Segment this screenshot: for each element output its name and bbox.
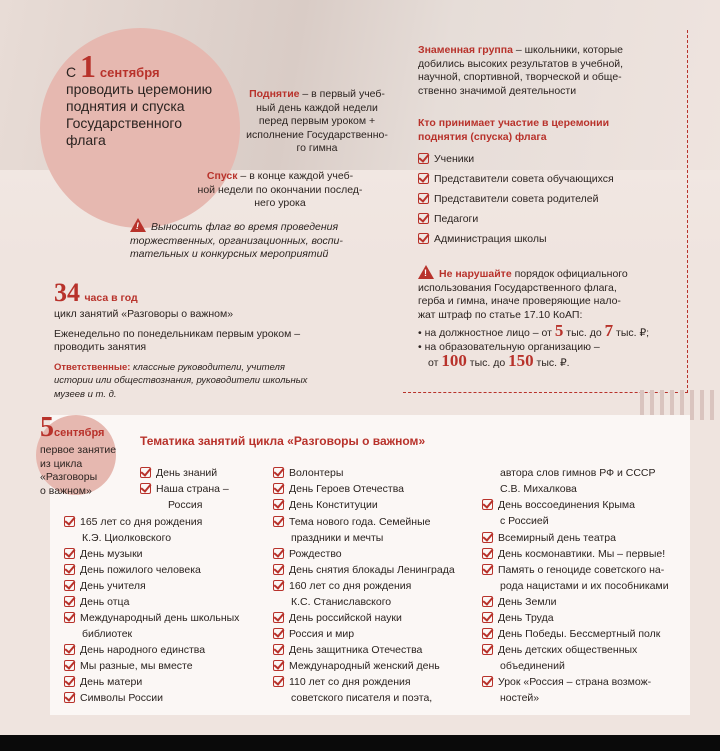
checkbox-icon bbox=[273, 516, 284, 527]
sep1-line: флага bbox=[66, 132, 106, 148]
checkbox-icon bbox=[273, 612, 284, 623]
banner-group-block bbox=[418, 44, 688, 98]
sep5-day: 5 bbox=[40, 412, 54, 443]
participant-item bbox=[418, 212, 478, 226]
topic-label: День Героев Отечества bbox=[289, 483, 404, 495]
topic-label: День учителя bbox=[80, 580, 146, 592]
checkbox-icon bbox=[273, 628, 284, 639]
checkbox-icon bbox=[140, 467, 151, 478]
topic-item bbox=[140, 482, 229, 496]
topic-label: Память о геноциде советского на- bbox=[498, 564, 665, 576]
checkbox-icon bbox=[482, 628, 493, 639]
topic-label: Рождество bbox=[289, 548, 342, 560]
topic-label: Международный день школьных bbox=[80, 612, 240, 624]
topic-item bbox=[273, 482, 404, 496]
fine-text: жат штраф по статье 17.10 КоАП: bbox=[418, 308, 583, 321]
banner-text: ственно значимой деятельности bbox=[418, 84, 577, 97]
checkbox-icon bbox=[273, 660, 284, 671]
sep1-block bbox=[66, 48, 213, 149]
fine-bullet-text: тыс. ₽. bbox=[533, 357, 570, 369]
fine-bullet-text: на образовательную организацию – bbox=[424, 340, 600, 353]
responsible-text: истории или обществознания, руководители школьных bbox=[54, 375, 308, 386]
checkbox-icon bbox=[482, 644, 493, 655]
raise-text: исполнение Государственно- bbox=[246, 128, 388, 141]
topic-item bbox=[482, 547, 665, 561]
topic-item-cont: библиотек bbox=[82, 628, 133, 640]
topic-label: День матери bbox=[80, 676, 143, 688]
sep1-month: сентября bbox=[99, 65, 160, 80]
banner-term: Знаменная группа bbox=[418, 44, 513, 56]
topic-item bbox=[273, 611, 402, 625]
topic-item-cont: К.Э. Циолковского bbox=[82, 532, 172, 544]
fine-bullet-text: от bbox=[428, 357, 442, 369]
topic-label: День знаний bbox=[156, 467, 218, 479]
topic-item-cont: советского писателя и поэта, bbox=[291, 692, 433, 704]
lower-term: Спуск bbox=[206, 170, 238, 182]
topic-item bbox=[64, 691, 163, 705]
checkbox-icon bbox=[482, 499, 493, 510]
raise-block bbox=[232, 88, 402, 156]
checkbox-icon bbox=[482, 612, 493, 623]
fine-bullet-text: тыс. ₽; bbox=[613, 327, 650, 339]
responsible-term: Ответственные: bbox=[54, 361, 131, 373]
notice-text: тательных и конкурсных мероприятий bbox=[130, 248, 329, 260]
checkbox-icon bbox=[64, 676, 75, 687]
topic-label: День воссоединения Крыма bbox=[498, 499, 635, 511]
topic-item-cont: С.В. Михалкова bbox=[500, 483, 577, 495]
checkbox-icon bbox=[273, 676, 284, 687]
fine-bullet-text: тыс. до bbox=[563, 327, 605, 339]
topic-label: Урок «Россия – страна возмож- bbox=[498, 676, 652, 688]
participant-label: Представители совета обучающихся bbox=[434, 173, 614, 185]
checkbox-icon bbox=[64, 548, 75, 559]
topic-item bbox=[64, 563, 201, 577]
checkbox-icon bbox=[418, 233, 429, 244]
topic-item bbox=[482, 595, 557, 609]
notice-text: Выносить флаг во время проведения bbox=[151, 221, 339, 233]
hours-unit: часа в год bbox=[84, 292, 138, 304]
topic-item bbox=[64, 547, 143, 561]
sep5-text: о важном» bbox=[40, 484, 92, 497]
fine-bullet-1: • на должностное лицо – от 5 тыс. до 7 тыс. ₽; bbox=[418, 321, 650, 340]
hours-text: проводить занятия bbox=[54, 341, 147, 353]
banner-text: добились высоких результатов в учебной, bbox=[418, 57, 624, 70]
topic-item-cont: рода нацистами и их пособниками bbox=[500, 580, 669, 592]
raise-text: го гимна bbox=[296, 142, 338, 154]
topic-item bbox=[64, 643, 205, 657]
checkbox-icon bbox=[273, 467, 284, 478]
topic-label: Символы России bbox=[80, 692, 163, 704]
topic-label: День снятия блокады Ленинграда bbox=[289, 564, 455, 576]
topic-label: День защитника Отечества bbox=[289, 644, 423, 656]
topic-label: Наша страна – bbox=[156, 483, 229, 495]
hours-text: Еженедельно по понедельникам первым уроком – bbox=[54, 327, 301, 340]
topic-label: Волонтеры bbox=[289, 467, 344, 479]
participant-label: Ученики bbox=[434, 153, 475, 165]
sep5-month: сентября bbox=[54, 427, 105, 439]
checkbox-icon bbox=[64, 580, 75, 591]
hours-text: цикл занятий «Разговоры о важном» bbox=[54, 308, 234, 320]
checkbox-icon bbox=[273, 499, 284, 510]
checkbox-icon bbox=[273, 644, 284, 655]
topic-item bbox=[273, 563, 455, 577]
checkbox-icon bbox=[64, 692, 75, 703]
fine-text: использования Государственного флага, bbox=[418, 281, 617, 294]
topic-item-cont: ностей» bbox=[500, 692, 540, 704]
fine-amount: 7 bbox=[604, 321, 614, 340]
warning-icon bbox=[130, 218, 146, 232]
participant-label: Педагоги bbox=[434, 213, 479, 225]
topic-label: День Земли bbox=[498, 596, 557, 608]
topic-label: 110 лет со дня рождения bbox=[289, 676, 411, 688]
participant-item bbox=[418, 232, 547, 246]
lower-text: ной недели по окончании послед- bbox=[197, 183, 363, 196]
topic-item bbox=[64, 595, 129, 609]
sep5-block bbox=[40, 412, 116, 498]
topic-item-cont: праздники и мечты bbox=[291, 532, 384, 544]
topic-item-cont: Россия bbox=[168, 499, 203, 511]
notice-block bbox=[130, 218, 400, 262]
topic-label: Россия и мир bbox=[289, 628, 355, 640]
topic-item bbox=[64, 515, 202, 529]
sep1-day: 1 bbox=[80, 48, 97, 84]
topic-label: День детских общественных bbox=[498, 644, 638, 656]
checkbox-icon bbox=[64, 644, 75, 655]
fine-text: герба и гимна, иначе проверяющие нало- bbox=[418, 295, 621, 307]
responsible-text: музеев и т. д. bbox=[54, 388, 117, 400]
checkbox-icon bbox=[482, 564, 493, 575]
participant-item bbox=[418, 172, 614, 186]
sep5-text: «Разговоры bbox=[40, 471, 98, 483]
topic-item bbox=[482, 531, 616, 545]
topic-item bbox=[273, 627, 354, 641]
topic-item bbox=[273, 547, 342, 561]
raise-term: Поднятие bbox=[249, 88, 300, 100]
topic-item bbox=[482, 563, 664, 577]
fine-bullet-text: тыс. до bbox=[466, 357, 509, 369]
fine-bullet-2: • на образовательную организацию – bbox=[418, 340, 600, 353]
banner-text: научной, спортивной, творческой и обще- bbox=[418, 71, 622, 83]
topic-label: День космонавтики. Мы – первые! bbox=[498, 548, 666, 560]
checkbox-icon bbox=[273, 564, 284, 575]
checkbox-icon bbox=[64, 564, 75, 575]
checkbox-icon bbox=[418, 153, 429, 164]
lower-text: него урока bbox=[254, 197, 306, 209]
topic-label: День музыки bbox=[80, 548, 143, 560]
checkbox-icon bbox=[273, 483, 284, 494]
topic-label: 165 лет со дня рождения bbox=[80, 516, 203, 528]
raise-text: – в первый учеб- bbox=[299, 88, 385, 100]
topic-item bbox=[273, 675, 411, 689]
topic-item bbox=[140, 466, 217, 480]
checkbox-icon bbox=[64, 596, 75, 607]
topic-label: День Победы. Бессмертный полк bbox=[498, 628, 661, 640]
topic-item bbox=[482, 627, 660, 641]
hours-block bbox=[54, 278, 394, 401]
topic-label: День народного единства bbox=[80, 644, 206, 656]
topic-item bbox=[273, 515, 430, 529]
topic-item bbox=[273, 643, 422, 657]
sep1-line: Государственного bbox=[66, 115, 183, 131]
topic-item bbox=[273, 498, 378, 512]
checkbox-icon bbox=[482, 548, 493, 559]
sep5-text: из цикла bbox=[40, 457, 83, 470]
topic-label: Мы разные, мы вместе bbox=[80, 660, 193, 672]
topic-item bbox=[273, 659, 440, 673]
topic-label: Тема нового года. Семейные bbox=[289, 516, 431, 528]
lower-text: – в конце каждой учеб- bbox=[237, 170, 354, 182]
topic-item-cont: объединений bbox=[500, 660, 565, 672]
fine-amount: 150 bbox=[508, 351, 534, 370]
topic-item-cont: К.С. Станиславского bbox=[291, 596, 392, 608]
topic-item bbox=[64, 611, 239, 625]
fine-amount: 5 bbox=[554, 321, 564, 340]
participants-title-line: Кто принимает участие в церемонии bbox=[418, 117, 610, 129]
checkbox-icon bbox=[482, 532, 493, 543]
topic-label: 160 лет со дня рождения bbox=[289, 580, 412, 592]
sep5-text: первое занятие bbox=[40, 444, 117, 456]
topic-item-cont: с Россией bbox=[500, 515, 549, 527]
participant-label: Администрация школы bbox=[434, 233, 547, 245]
topic-item bbox=[64, 675, 142, 689]
checkbox-icon bbox=[273, 548, 284, 559]
topic-item bbox=[64, 579, 146, 593]
topic-item bbox=[482, 611, 554, 625]
checkbox-icon bbox=[418, 173, 429, 184]
fine-amount: 100 bbox=[441, 351, 467, 370]
banner-text: – школьники, которые bbox=[512, 44, 624, 56]
bottom-bar bbox=[0, 735, 720, 751]
fine-block bbox=[418, 265, 690, 371]
checkbox-icon bbox=[64, 612, 75, 623]
checkbox-icon bbox=[64, 516, 75, 527]
lower-block bbox=[160, 170, 400, 211]
sep1-line: поднятия и спуска bbox=[66, 98, 185, 114]
topic-label: Всемирный день театра bbox=[498, 532, 616, 544]
topic-label: Международный женский день bbox=[289, 660, 440, 672]
topic-item bbox=[273, 579, 411, 593]
topic-item bbox=[482, 498, 635, 512]
checkbox-icon bbox=[140, 483, 151, 494]
responsible-text: классные руководители, учителя bbox=[130, 361, 285, 373]
topic-label: День Труда bbox=[498, 612, 554, 624]
fine-bullet-2b bbox=[418, 351, 690, 371]
sep1-line: проводить церемонию bbox=[66, 81, 213, 97]
topic-item bbox=[482, 643, 637, 657]
checkbox-icon bbox=[418, 213, 429, 224]
fine-bullet-text: на должностное лицо – от bbox=[424, 327, 555, 339]
participants-title-line: поднятия (спуска) флага bbox=[418, 130, 547, 143]
participant-item bbox=[418, 192, 599, 206]
fine-term: Не нарушайте bbox=[439, 268, 512, 280]
notice-text: торжественных, организационных, воспи- bbox=[130, 234, 343, 247]
sep1-prefix: С bbox=[66, 64, 77, 80]
checkbox-icon bbox=[482, 676, 493, 687]
checkbox-icon bbox=[64, 660, 75, 671]
topic-label: День Конституции bbox=[289, 499, 378, 511]
topic-label: День отца bbox=[80, 596, 130, 608]
raise-text: ный день каждой недели bbox=[256, 101, 378, 114]
participant-item bbox=[418, 152, 474, 166]
topic-item bbox=[273, 466, 343, 480]
topic-label: День пожилого человека bbox=[80, 564, 201, 576]
checkbox-icon bbox=[273, 580, 284, 591]
checkbox-icon bbox=[418, 193, 429, 204]
topic-label: День российской науки bbox=[289, 612, 402, 624]
participants-title bbox=[418, 117, 609, 144]
topic-item bbox=[64, 659, 193, 673]
warning-icon bbox=[418, 265, 434, 279]
raise-text: перед первым уроком + bbox=[258, 115, 376, 127]
topic-item-cont: автора слов гимнов РФ и СССР bbox=[500, 467, 656, 479]
participant-label: Представители совета родителей bbox=[434, 193, 599, 205]
topics-title: Тематика занятий цикла «Разговоры о важном» bbox=[140, 434, 426, 448]
hours-number: 34 bbox=[54, 278, 80, 307]
checkbox-icon bbox=[482, 596, 493, 607]
topic-item bbox=[482, 675, 651, 689]
fine-text: порядок официального bbox=[511, 268, 628, 280]
